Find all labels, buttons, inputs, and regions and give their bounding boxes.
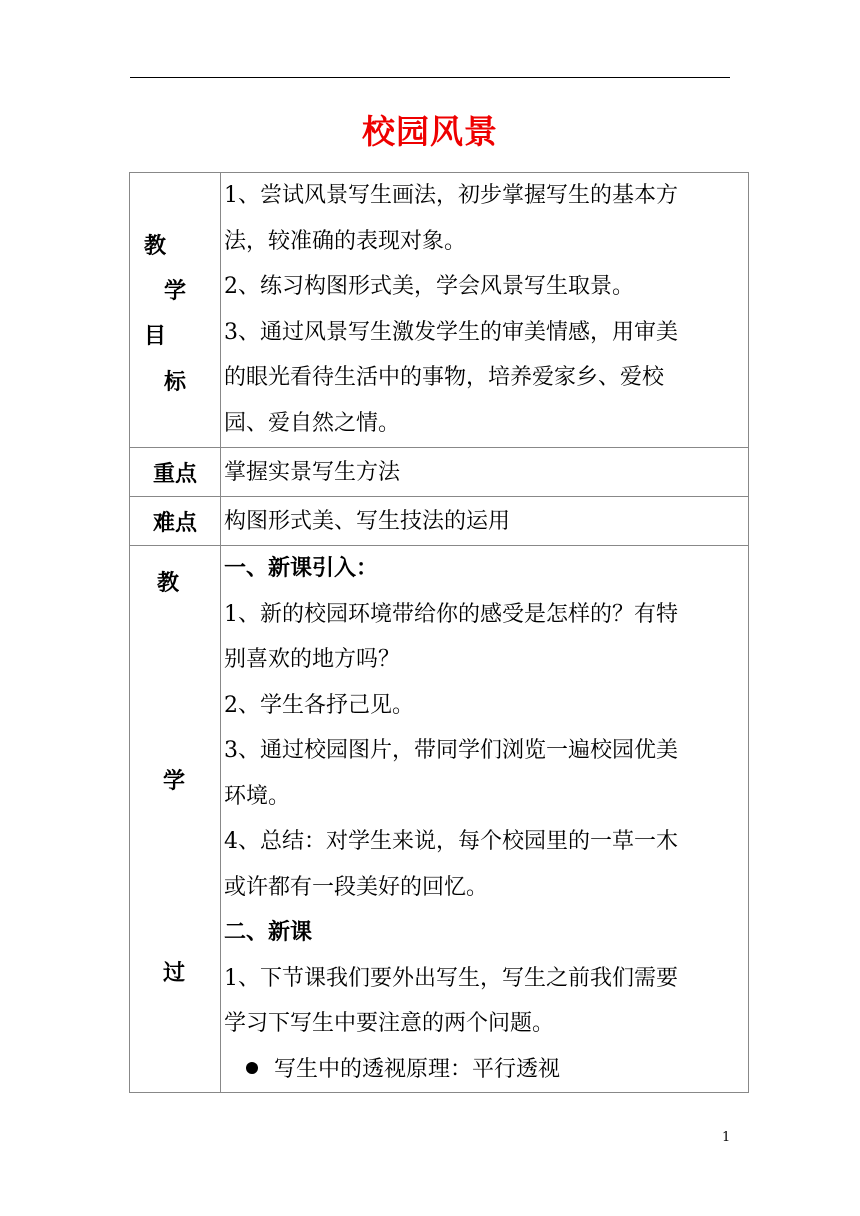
key-point-text: 掌握实景写生方法 — [221, 448, 749, 497]
process-line: 3、通过校园图片，带同学们浏览一遍校园优美 — [224, 738, 678, 763]
bullet-text: 写生中的透视原理：平行透视 — [274, 1056, 561, 1082]
goals-label-cell — [130, 173, 221, 448]
process-line: 2、学生各抒己见。 — [224, 692, 414, 718]
bullet-dot-icon — [246, 1062, 258, 1074]
key-point-label: 重点 — [130, 448, 221, 497]
process-label-cell — [130, 546, 221, 1093]
header-rule — [130, 77, 730, 78]
goal-line: 2、练习构图形式美，学会风景写生取景。 — [224, 274, 634, 299]
goals-label-char: 标 — [164, 370, 187, 395]
process-line: 学习下写生中要注意的两个问题。 — [224, 1011, 555, 1036]
process-line: 1、新的校园环境带给你的感受是怎样的？有特 — [224, 601, 678, 627]
goals-content — [221, 173, 749, 448]
section-heading: 一、新课引入： — [224, 556, 379, 581]
goal-line: 法，较准确的表现对象。 — [224, 228, 467, 254]
process-label-char: 过 — [163, 961, 186, 986]
goal-line: 园、爱自然之情。 — [224, 410, 401, 436]
process-label-char: 学 — [163, 769, 186, 794]
bullet-item — [224, 1047, 748, 1093]
lesson-plan-table — [129, 172, 749, 1093]
difficulty-text: 构图形式美、写生技法的运用 — [221, 497, 749, 546]
goal-line: 1、尝试风景写生画法，初步掌握写生的基本方 — [224, 183, 678, 208]
goals-label-char: 目 — [144, 324, 167, 349]
goal-line: 3、通过风景写生激发学生的审美情感，用审美 — [224, 319, 678, 345]
goals-row — [130, 173, 749, 448]
document-title: 校园风景 — [362, 112, 498, 151]
process-label-char: 教 — [157, 571, 180, 596]
process-content — [221, 546, 749, 1093]
page-number: 1 — [722, 1130, 731, 1145]
goals-label-char: 学 — [164, 279, 187, 304]
process-line: 4、总结：对学生来说，每个校园里的一草一木 — [224, 829, 678, 854]
process-line: 环境。 — [224, 783, 291, 809]
goals-label-char: 教 — [144, 234, 167, 259]
section-heading: 二、新课 — [224, 920, 313, 945]
process-line: 1、下节课我们要外出写生，写生之前我们需要 — [224, 965, 678, 991]
difficulty-label: 难点 — [130, 497, 221, 546]
key-point-row — [130, 448, 749, 497]
process-line: 别喜欢的地方吗？ — [224, 647, 401, 672]
difficulty-row — [130, 497, 749, 546]
process-row — [130, 546, 749, 1093]
process-line: 或许都有一段美好的回忆。 — [224, 874, 489, 900]
goal-line: 的眼光看待生活中的事物，培养爱家乡、爱校 — [224, 365, 665, 390]
